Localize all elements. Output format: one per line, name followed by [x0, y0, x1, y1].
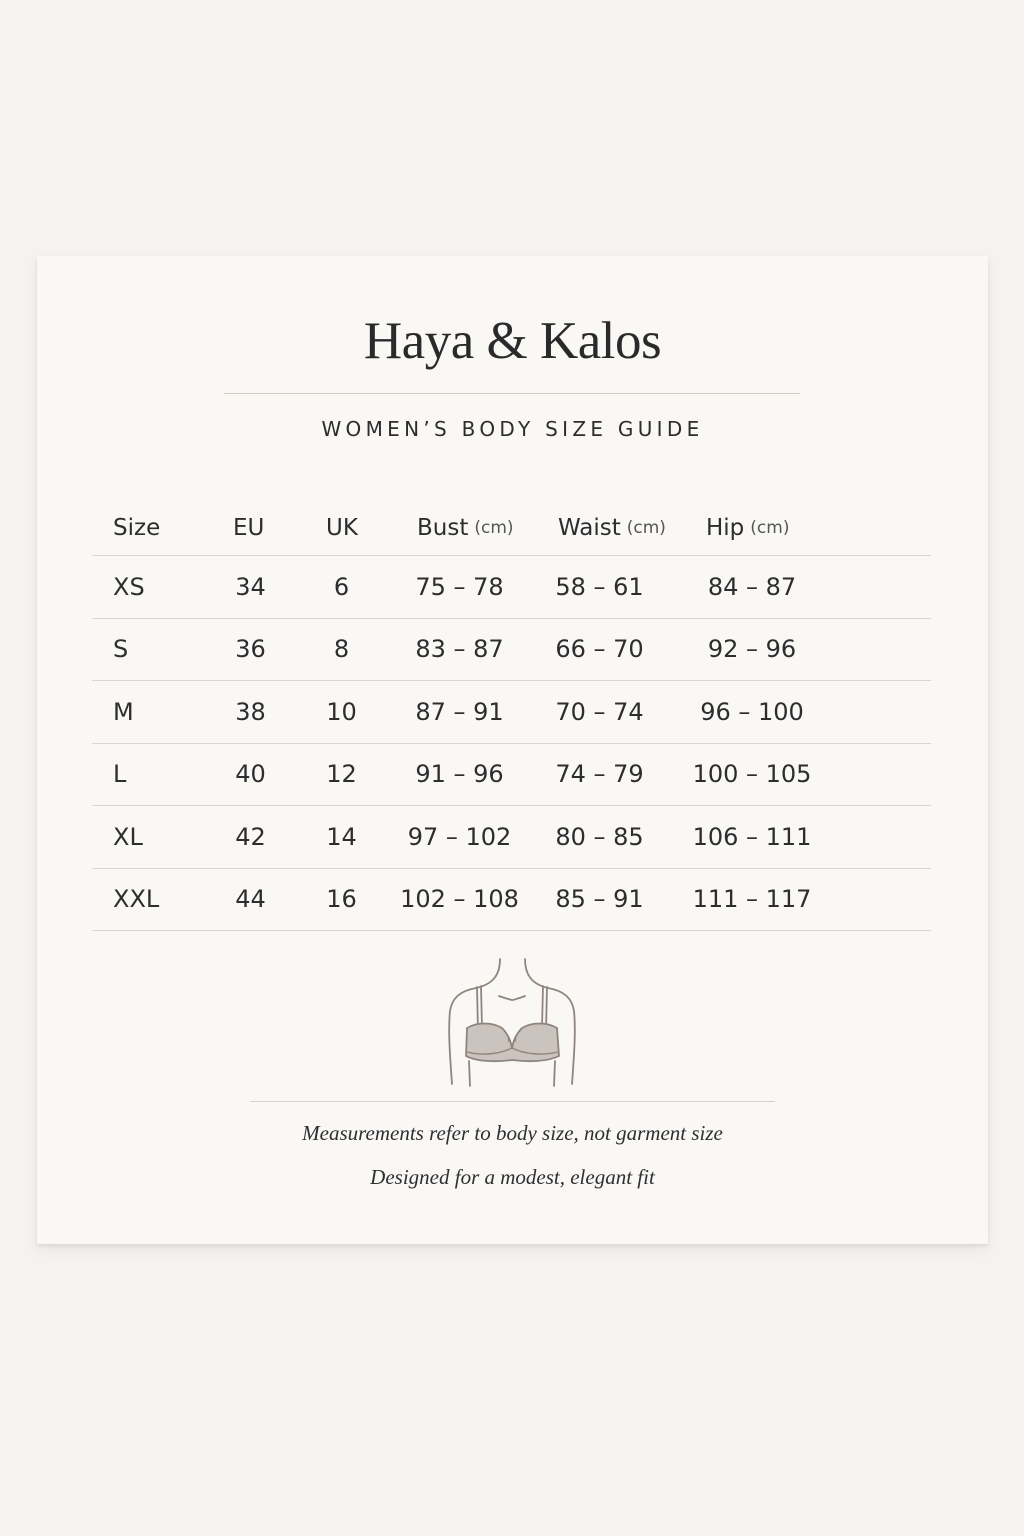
cell-waist: 74 – 79: [555, 760, 644, 789]
cell-waist: 70 – 74: [555, 697, 644, 726]
cell-bust: 83 – 87: [415, 635, 504, 664]
cell-hip: 106 – 111: [692, 822, 812, 851]
header-waist-label: Waist: [558, 515, 621, 541]
cell-size: XL: [113, 822, 143, 851]
brand-title: Haya & Kalos: [363, 312, 662, 370]
table-row: [92, 869, 931, 932]
header-bust-unit: (cm): [474, 518, 514, 538]
cell-eu: 36: [235, 635, 266, 664]
cell-hip: 111 – 117: [692, 885, 812, 914]
header-eu: [233, 501, 264, 555]
header-waist-unit: (cm): [626, 518, 666, 538]
cell-uk: 8: [333, 635, 350, 664]
header-uk: [326, 501, 358, 555]
header-uk-label: UK: [326, 515, 358, 541]
cell-uk: 14: [326, 822, 357, 851]
cell-hip: 84 – 87: [707, 572, 797, 601]
size-guide-card: [37, 256, 988, 1244]
bra-illustration-icon: [442, 956, 582, 1091]
cell-hip: 92 – 96: [707, 635, 797, 664]
fit-note: Designed for a modest, elegant fit: [370, 1165, 655, 1189]
table-row: [92, 681, 931, 744]
cell-eu: 34: [235, 572, 266, 601]
cell-waist: 58 – 61: [555, 572, 644, 601]
table-row: [92, 744, 931, 807]
table-row: [92, 619, 931, 682]
size-table: [92, 501, 931, 931]
cell-bust: 87 – 91: [415, 697, 504, 726]
cell-uk: 16: [326, 885, 357, 914]
header-hip-label: Hip: [706, 515, 745, 541]
cell-size: XS: [113, 572, 145, 601]
body-size-note: Measurements refer to body size, not garment size: [302, 1121, 723, 1145]
title-divider: [224, 393, 800, 394]
header-eu-label: EU: [233, 515, 265, 541]
cell-bust: 75 – 78: [415, 572, 504, 601]
header-size-label: Size: [113, 515, 161, 541]
header-hip-unit: (cm): [750, 518, 790, 538]
header-size: [113, 501, 160, 555]
cell-waist: 85 – 91: [555, 885, 644, 914]
cell-waist: 66 – 70: [555, 635, 644, 664]
cell-bust: 91 – 96: [415, 760, 504, 789]
cell-eu: 42: [235, 822, 266, 851]
table-header-row: [92, 501, 931, 556]
guide-subtitle: WOMEN’S BODY SIZE GUIDE: [321, 417, 704, 441]
cell-hip: 100 – 105: [692, 760, 812, 789]
cell-uk: 12: [326, 760, 357, 789]
cell-uk: 6: [333, 572, 350, 601]
cell-eu: 44: [235, 885, 266, 914]
cell-eu: 38: [235, 697, 266, 726]
cell-size: XXL: [113, 885, 160, 914]
cell-eu: 40: [235, 760, 266, 789]
header-waist: [558, 501, 666, 555]
header-hip: [706, 501, 789, 555]
footer-divider: [250, 1101, 775, 1102]
cell-uk: 10: [326, 697, 357, 726]
cell-hip: 96 – 100: [700, 697, 804, 726]
header-bust-label: Bust: [417, 515, 469, 541]
cell-waist: 80 – 85: [555, 822, 644, 851]
cell-size: L: [113, 760, 127, 789]
table-row: [92, 806, 931, 869]
cell-size: S: [113, 635, 129, 664]
cell-bust: 97 – 102: [407, 822, 512, 851]
header-bust: [417, 501, 514, 555]
cell-size: M: [113, 697, 134, 726]
cell-bust: 102 – 108: [400, 885, 519, 914]
table-row: [92, 556, 931, 619]
